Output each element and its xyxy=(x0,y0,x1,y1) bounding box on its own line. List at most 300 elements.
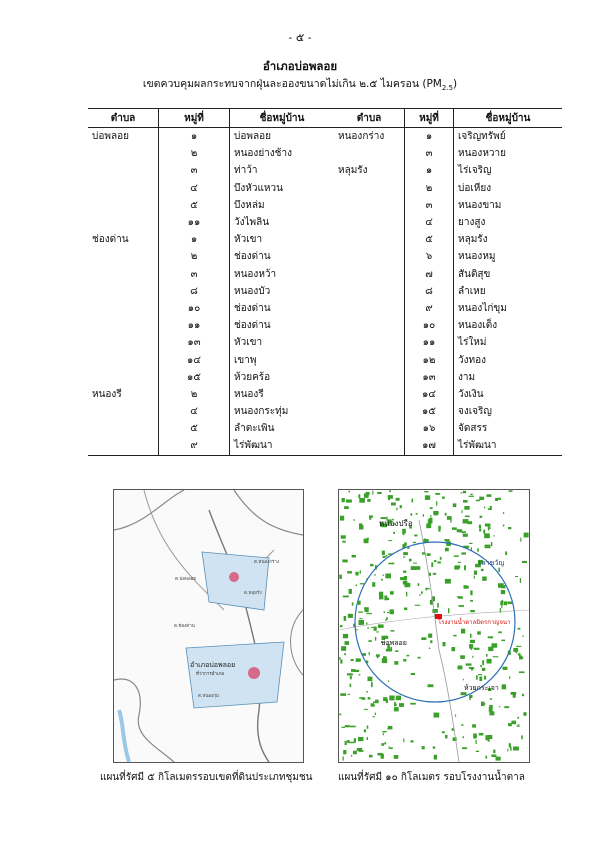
farmland-patch xyxy=(339,575,342,579)
farmland-patch xyxy=(386,555,388,557)
farmland-patch xyxy=(406,592,407,597)
farmland-patch xyxy=(452,527,457,529)
farmland-patch xyxy=(384,596,387,601)
moo-cell: ๖ xyxy=(405,248,454,265)
farmland-patch xyxy=(371,627,373,628)
farmland-patch xyxy=(521,735,523,739)
farmland-patch xyxy=(463,736,465,738)
moo-cell: ๑๑ xyxy=(405,334,454,351)
village-cell: บ่อเหียง xyxy=(458,182,492,194)
farmland-patch xyxy=(411,513,413,516)
farmland-patch xyxy=(463,491,466,494)
header-moo: หมู่ที่ xyxy=(405,109,454,128)
farmland-patch xyxy=(374,627,377,631)
farmland-patch xyxy=(403,533,405,535)
farmland-patch xyxy=(486,654,488,657)
farmland-patch xyxy=(427,553,431,556)
farmland-patch xyxy=(491,542,492,546)
farmland-patch xyxy=(489,707,493,712)
farmland-patch xyxy=(513,648,518,652)
farmland-patch xyxy=(379,596,383,600)
farmland-patch xyxy=(374,574,375,576)
farmland-patch xyxy=(461,724,463,726)
header-village: ชื่อหมู่บ้าน xyxy=(230,109,335,128)
farmland-patch xyxy=(464,565,466,570)
village-cell: ลำตะเพิน xyxy=(234,423,275,435)
farmland-patch xyxy=(344,506,349,509)
table-row xyxy=(334,197,562,214)
farmland-patch xyxy=(342,727,346,728)
village-cell: บึงหัวแหวน xyxy=(234,182,283,194)
farmland-patch xyxy=(501,604,502,608)
map-right-caption: แผนที่รัศมี ๑๐ กิโลเมตร รอบโรงงานน้ำตาล xyxy=(338,772,525,783)
farmland-patch xyxy=(355,572,358,576)
farmland-patch xyxy=(366,622,367,624)
farmland-patch xyxy=(353,751,357,755)
map-label: เลาขวัญ xyxy=(479,559,505,567)
farmland-patch xyxy=(352,555,356,558)
farmland-patch xyxy=(407,655,410,657)
village-cell: หลุมรัง xyxy=(458,234,488,246)
farmland-patch xyxy=(365,607,369,612)
table-row xyxy=(88,403,334,420)
moo-cell: ๕ xyxy=(405,231,454,248)
farmland-patch xyxy=(434,511,438,515)
farmland-patch xyxy=(383,697,387,701)
tambon-cell xyxy=(88,420,159,437)
farmland-patch xyxy=(382,551,385,556)
moo-cell: ๒ xyxy=(159,248,230,265)
farmland-patch xyxy=(410,740,413,742)
page-number: - ๕ - xyxy=(288,31,312,44)
farmland-patch xyxy=(403,571,406,573)
farmland-patch xyxy=(375,700,379,704)
farmland-patch xyxy=(379,592,383,596)
farmland-patch xyxy=(513,695,516,698)
village-cell: เขาพุ xyxy=(234,354,257,366)
village-cell: วังทอง xyxy=(458,354,486,366)
farmland-patch xyxy=(385,619,386,621)
map-right-graphic xyxy=(339,490,529,762)
moo-cell: ๑๕ xyxy=(405,403,454,420)
farmland-patch xyxy=(383,733,384,735)
farmland-patch xyxy=(498,631,502,633)
table-row xyxy=(334,420,562,437)
farmland-patch xyxy=(461,492,462,494)
farmland-patch xyxy=(501,590,505,594)
farmland-patch xyxy=(393,532,395,534)
farmland-patch xyxy=(359,618,362,619)
table-row xyxy=(88,386,334,403)
table-body-left xyxy=(88,128,334,456)
farmland-patch xyxy=(340,693,346,696)
farmland-patch xyxy=(454,555,459,557)
farmland-patch xyxy=(378,624,384,628)
farmland-patch xyxy=(463,519,469,523)
map-office-label: ที่ว่าการอำเภอ xyxy=(196,672,225,677)
tambon-cell xyxy=(88,214,159,231)
table-header-row xyxy=(334,109,562,128)
farmland-patch xyxy=(428,519,433,523)
table-row xyxy=(334,162,562,179)
farmland-patch xyxy=(340,625,343,627)
farmland-patch xyxy=(376,654,380,657)
farmland-patch xyxy=(518,724,520,725)
farmland-patch xyxy=(481,569,484,571)
map-label: ต.หนองกุ่ม xyxy=(198,694,219,699)
farmland-patch xyxy=(359,523,362,527)
farmland-patch xyxy=(437,603,439,608)
moo-cell: ๔ xyxy=(405,214,454,231)
farmland-patch xyxy=(384,742,386,744)
farmland-patch xyxy=(353,670,359,672)
tambon-cell xyxy=(334,231,405,248)
moo-cell: ๓ xyxy=(159,266,230,283)
farmland-patch xyxy=(394,702,396,704)
farmland-patch xyxy=(432,609,437,613)
tambon-cell xyxy=(88,403,159,420)
moo-cell: ๑๔ xyxy=(405,386,454,403)
farmland-patch xyxy=(364,709,368,710)
farmland-patch xyxy=(504,706,509,708)
farmland-patch xyxy=(500,608,501,613)
district-boundary xyxy=(291,610,303,675)
farmland-patch xyxy=(488,647,493,651)
farmland-patch xyxy=(430,640,432,643)
table-row xyxy=(88,369,334,386)
farmland-patch xyxy=(523,635,524,637)
table-row xyxy=(334,300,562,317)
farmland-patch xyxy=(499,706,500,707)
farmland-patch xyxy=(477,548,479,551)
farmland-patch xyxy=(523,712,526,716)
farmland-patch xyxy=(411,673,415,675)
moo-cell: ๔ xyxy=(159,180,230,197)
table-row xyxy=(88,317,334,334)
farmland-patch xyxy=(476,500,480,502)
farmland-patch xyxy=(348,694,350,695)
farmland-patch xyxy=(366,492,370,495)
farmland-patch xyxy=(455,714,456,716)
tambon-cell xyxy=(88,317,159,334)
farmland-patch xyxy=(482,577,487,581)
village-cell: ห้วยคร้อ xyxy=(234,371,271,383)
farmland-patch xyxy=(356,629,358,630)
tambon-cell: หลุมรัง xyxy=(334,162,405,179)
map-left-caption: แผนที่รัศมี ๕ กิโลเมตรรอบเขตที่ดินประเภทชุมชน xyxy=(100,772,313,783)
farmland-patch xyxy=(347,571,352,573)
farmland-patch xyxy=(486,756,488,759)
table-row xyxy=(334,283,562,300)
farmland-patch xyxy=(472,724,476,727)
farmland-patch xyxy=(491,755,496,758)
tambon-cell xyxy=(334,145,405,162)
farmland-patch xyxy=(390,591,394,594)
farmland-patch xyxy=(373,716,375,717)
farmland-patch xyxy=(503,667,508,670)
farmland-patch xyxy=(474,648,480,650)
farmland-patch xyxy=(452,647,456,651)
farmland-patch xyxy=(352,602,354,605)
farmland-patch xyxy=(403,552,408,555)
tambon-cell xyxy=(88,351,159,368)
farmland-patch xyxy=(520,578,521,583)
village-cell: ไร่พัฒนา xyxy=(230,437,335,455)
moo-cell: ๒ xyxy=(159,145,230,162)
farmland-patch xyxy=(445,735,448,739)
farmland-patch xyxy=(508,723,512,726)
farmland-patch xyxy=(464,585,468,588)
tambon-cell xyxy=(88,266,159,283)
table-row xyxy=(88,162,334,179)
farmland-patch xyxy=(386,649,392,652)
moo-cell: ๑๐ xyxy=(405,317,454,334)
farmland-patch xyxy=(438,526,441,530)
farmland-patch xyxy=(509,490,513,492)
table-row xyxy=(334,351,562,368)
moo-cell: ๔ xyxy=(159,403,230,420)
farmland-patch xyxy=(470,634,472,638)
map-label: ต.หลุมรัง xyxy=(244,591,262,596)
farmland-patch xyxy=(470,640,475,643)
farmland-patch xyxy=(445,579,451,584)
tambon-cell: หนองรี xyxy=(88,386,159,403)
farmland-patch xyxy=(395,650,399,652)
farmland-patch xyxy=(482,668,486,671)
farmland-patch xyxy=(487,659,492,664)
community-area xyxy=(229,572,239,582)
village-cell: หนองย่างช้าง xyxy=(234,148,292,160)
district-boundary xyxy=(234,490,303,535)
farmland-patch xyxy=(488,739,490,741)
farmland-patch xyxy=(508,602,513,605)
village-cell: บึงหล่ม xyxy=(234,199,265,211)
farmland-patch xyxy=(367,538,369,540)
farmland-patch xyxy=(442,731,445,733)
farmland-patch xyxy=(399,703,404,707)
farmland-patch xyxy=(344,653,346,655)
farmland-patch xyxy=(471,669,473,671)
farmland-patch xyxy=(359,674,361,675)
header-village: ชื่อหมู่บ้าน xyxy=(454,109,563,128)
farmland-patch xyxy=(420,594,421,596)
farmland-patch xyxy=(359,498,365,503)
farmland-patch xyxy=(429,573,431,576)
farmland-patch xyxy=(460,655,465,659)
farmland-patch xyxy=(349,589,352,594)
farmland-patch xyxy=(410,703,416,705)
village-cell: จัดสรร xyxy=(458,423,488,435)
village-cell: หนองหมู xyxy=(458,251,496,263)
table-row xyxy=(334,145,562,162)
tambon-cell xyxy=(88,369,159,386)
tambon-cell xyxy=(334,420,405,437)
farmland-patch xyxy=(428,684,434,687)
farmland-patch xyxy=(346,500,352,503)
farmland-patch xyxy=(350,726,356,728)
farmland-patch xyxy=(489,527,491,529)
farmland-patch xyxy=(400,505,402,508)
farmland-patch xyxy=(388,495,393,499)
moo-cell: ๑๖ xyxy=(405,420,454,437)
tambon-cell xyxy=(334,334,405,351)
farmland-patch xyxy=(384,611,385,613)
farmland-patch xyxy=(368,627,369,629)
farmland-patch xyxy=(445,540,446,542)
moo-cell: ๑๓ xyxy=(159,334,230,351)
farmland-patch xyxy=(480,516,483,518)
map-district-label: อำเภอบ่อพลอย xyxy=(190,661,236,669)
page-title: อำเภอบ่อพลอย xyxy=(262,59,338,73)
farmland-patch xyxy=(470,610,475,612)
village-cell: หนองเต็ง xyxy=(458,320,498,332)
farmland-patch xyxy=(390,747,393,749)
farmland-patch xyxy=(421,591,423,593)
farmland-patch xyxy=(425,495,430,500)
moo-cell: ๑๓ xyxy=(405,369,454,386)
header-moo: หมู่ที่ xyxy=(159,109,230,128)
tambon-cell xyxy=(334,214,405,231)
village-table-right xyxy=(334,108,562,456)
farmland-patch xyxy=(386,617,388,620)
farmland-patch xyxy=(483,530,485,534)
farmland-patch xyxy=(458,597,463,599)
tambon-cell xyxy=(88,334,159,351)
farmland-patch xyxy=(389,746,390,748)
page-subtitle xyxy=(0,75,600,92)
farmland-patch xyxy=(356,658,361,661)
map-label: ห้วยกระเจา xyxy=(464,684,499,692)
farmland-patch xyxy=(381,579,383,581)
farmland-patch xyxy=(343,756,344,760)
farmland-patch xyxy=(489,711,494,715)
moo-cell: ๓ xyxy=(159,162,230,179)
tambon-cell xyxy=(334,369,405,386)
moo-cell: ๑ xyxy=(159,231,230,248)
farmland-patch xyxy=(493,656,499,657)
farmland-patch xyxy=(490,698,492,699)
farmland-patch xyxy=(339,657,340,660)
farmland-patch xyxy=(463,679,464,681)
farmland-patch xyxy=(485,545,491,549)
farmland-patch xyxy=(351,755,352,757)
farmland-patch xyxy=(414,535,417,537)
farmland-patch xyxy=(478,674,482,675)
farmland-patch xyxy=(502,684,507,689)
village-cell: หนองไก่ขุม xyxy=(458,302,507,314)
farmland-patch xyxy=(381,743,384,746)
map-5km-community xyxy=(113,489,304,763)
farmland-patch xyxy=(481,497,484,500)
village-cell: ช่องด่าน xyxy=(234,320,271,332)
table-row xyxy=(88,214,334,231)
farmland-patch xyxy=(498,568,500,573)
farmland-patch xyxy=(340,660,342,664)
farmland-patch xyxy=(520,538,521,542)
table-row xyxy=(334,180,562,197)
map-label: ต.หนองกร่าง xyxy=(254,560,280,565)
moo-cell: ๑๕ xyxy=(159,369,230,386)
farmland-patch xyxy=(479,525,481,528)
farmland-patch xyxy=(413,563,417,564)
farmland-patch xyxy=(433,573,436,575)
moo-cell: ๕ xyxy=(159,197,230,214)
farmland-patch xyxy=(462,510,463,513)
farmland-patch xyxy=(524,533,529,538)
farmland-patch xyxy=(461,552,466,554)
farmland-patch xyxy=(396,498,400,501)
farmland-patch xyxy=(481,702,484,707)
header-tambon: ตำบล xyxy=(88,109,159,128)
moo-cell: ๑ xyxy=(405,162,454,179)
farmland-patch xyxy=(476,675,478,679)
village-cell: เจริญทรัพย์ xyxy=(458,131,506,143)
village-cell: ท่าว้า xyxy=(234,165,258,177)
farmland-patch xyxy=(488,735,493,739)
farmland-patch xyxy=(480,665,482,667)
farmland-patch xyxy=(507,749,508,752)
farmland-patch xyxy=(440,557,442,560)
table-row xyxy=(88,197,334,214)
table-body-right xyxy=(334,128,562,456)
table-row xyxy=(334,437,562,455)
moo-cell: ๓ xyxy=(405,145,454,162)
river xyxy=(119,710,129,762)
tambon-cell xyxy=(334,403,405,420)
tambon-cell xyxy=(88,145,159,162)
map-label: หนองปรือ xyxy=(379,519,413,528)
moo-cell: ๒ xyxy=(159,386,230,403)
tambon-cell xyxy=(334,437,405,455)
farmland-patch xyxy=(383,656,387,660)
farmland-patch xyxy=(422,746,425,749)
table-row xyxy=(334,231,562,248)
farmland-patch xyxy=(455,565,460,568)
farmland-patch xyxy=(362,697,366,699)
farmland-patch xyxy=(371,705,375,706)
farmland-patch xyxy=(385,574,391,579)
farmland-patch xyxy=(371,683,373,688)
farmland-patch xyxy=(427,524,428,528)
farmland-patch xyxy=(474,571,477,575)
farmland-patch xyxy=(430,507,433,509)
farmland-patch xyxy=(462,747,467,749)
farmland-patch xyxy=(372,491,373,495)
farmland-patch xyxy=(377,753,382,756)
farmland-patch xyxy=(345,641,350,645)
tambon-cell: บ่อพลอย xyxy=(88,128,159,146)
farmland-patch xyxy=(494,535,495,536)
farmland-patch xyxy=(477,631,481,634)
tambon-cell xyxy=(88,437,159,455)
tambon-cell xyxy=(88,197,159,214)
farmland-patch xyxy=(360,583,365,584)
village-cell: ช่องด่าน xyxy=(234,302,271,314)
farmland-patch xyxy=(383,556,386,558)
farmland-patch xyxy=(372,582,375,587)
farmland-patch xyxy=(495,498,498,501)
farmland-patch xyxy=(350,676,352,680)
farmland-patch xyxy=(390,609,394,614)
village-cell: ลำเหย xyxy=(458,285,486,297)
farmland-patch xyxy=(447,516,452,520)
farmland-patch xyxy=(342,498,345,502)
farmland-patch xyxy=(423,514,424,517)
moo-cell: ๘ xyxy=(405,283,454,300)
village-cell: หนองหวาย xyxy=(458,148,506,160)
village-cell: หัวเขา xyxy=(234,234,263,246)
farmland-patch xyxy=(354,738,356,743)
